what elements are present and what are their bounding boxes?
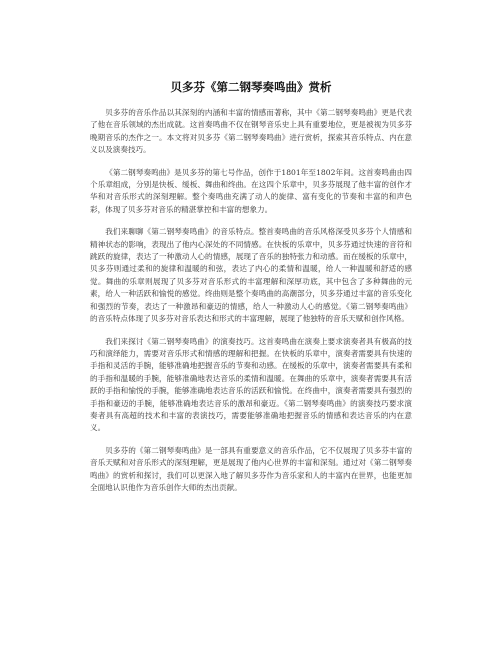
document-title: 贝多芬《第二钢琴奏鸣曲》赏析 [170, 80, 332, 94]
paragraph-intro: 贝多芬的音乐作品以其深刻的内涵和丰富的情感而著称，其中《第二钢琴奏鸣曲》更是代表了他在音乐领域的杰出成就。这首奏鸣曲不仅在钢琴音乐史上具有重要地位，更是被视为贝多芬晚期音乐的杰作之一。本文将对贝多芬《第二钢琴奏鸣曲》进行赏析，探索其音乐特点、内在意义以及演奏技巧。 [90, 108, 412, 155]
paragraph-background: 《第二钢琴奏鸣曲》是贝多芬的第七号作品，创作于1801年至1802年间。这首奏鸣曲由四个乐章组成，分别是快板、缓板、舞曲和终曲。在这四个乐章中，贝多芬展现了他丰富的创作才华和对音乐形式的深刻理解。整个奏鸣曲充满了动人的旋律、富有变化的节奏和丰富的和声色彩，体现了贝多芬对音乐的精湛掌控和丰富的想象力。 [90, 167, 412, 214]
paragraph-musical-features: 我们来聊聊《第二钢琴奏鸣曲》的音乐特点。整首奏鸣曲的音乐风格深受贝多芬个人情感和精神状态的影响，表现出了他内心深处的不同情感。在快板的乐章中，贝多芬通过快速的音符和跳跃的旋律，表达了一种激动人心的情感，展现了音乐的独特张力和动感。而在缓板的乐章中，贝多芬则通过柔和的旋律和温暖的和弦，表达了内心的柔情和温暖，给人一种温暖和舒适的感觉。舞曲的乐章则展现了贝多芬对音乐形式的丰富理解和深厚功底，其中包含了多种舞曲的元素，给人一种活跃和愉悦的感觉。终曲则是整个奏鸣曲的高潮部分，贝多芬通过丰富的音乐变化和强烈的节奏，表达了一种激昂和豪迈的情感，给人一种激动人心的感觉。《第二钢琴奏鸣曲》的音乐特点体现了贝多芬对音乐表达和形式的丰富理解，展现了他独特的音乐天赋和创作风格。 [90, 227, 412, 324]
paragraph-conclusion: 贝多芬的《第二钢琴奏鸣曲》是一部具有重要意义的音乐作品，它不仅展现了贝多芬丰富的音乐天赋和对音乐形式的深刻理解，更是展现了他内心世界的丰富和深刻。通过对《第二钢琴奏鸣曲》的赏析和探讨，我们可以更深入地了解贝多芬作为音乐家和人的丰富内在世界，也能更加全面地认识他作为音乐创作大师的杰出贡献。 [90, 445, 412, 492]
paragraph-performance-technique: 我们来探讨《第二钢琴奏鸣曲》的演奏技巧。这首奏鸣曲在演奏上要求演奏者具有极高的技巧和演绎能力，需要对音乐形式和情感的理解和把握。在快板的乐章中，演奏者需要具有快速的手指和灵活的手腕，能够准确地把握音乐的节奏和动感。在缓板的乐章中，演奏者需要具有柔和的手指和温暖的手腕，能够准确地表达音乐的柔情和温暖。在舞曲的乐章中，演奏者需要具有活跃的手指和愉悦的手腕，能够准确地表达音乐的活跃和愉悦。在终曲中，演奏者需要具有强烈的手指和豪迈的手腕，能够准确地表达音乐的激昂和豪迈。《第二钢琴奏鸣曲》的演奏技巧要求演奏者具有高超的技术和丰富的表演技巧，需要能够准确地把握音乐的情感和表达音乐的内在意义。 [90, 336, 412, 433]
